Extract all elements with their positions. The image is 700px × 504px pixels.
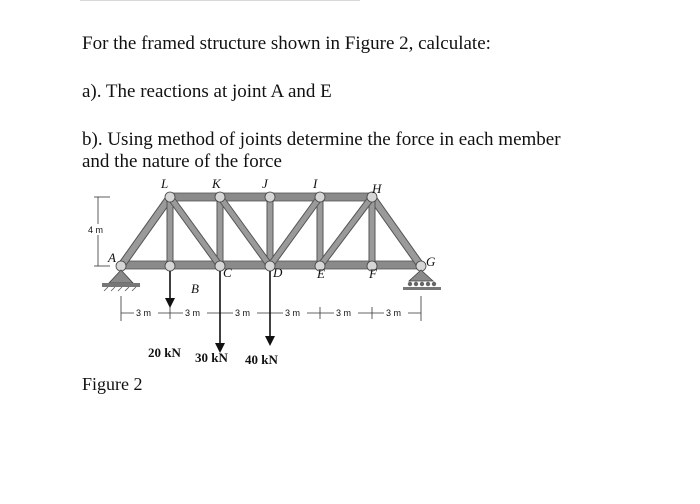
figure-caption: Figure 2 [82,374,143,394]
load-label-30kN: 30 kN [195,350,228,365]
joint-label-I: I [313,176,318,191]
load-arrow-40kN [265,271,275,346]
joint-label-B: B [191,281,199,296]
span-label: 3 m [235,308,251,318]
joint-label-A: A [108,250,116,265]
part-a-text: a). The reactions at joint A and E [82,81,332,102]
point-loads [148,271,278,367]
height-label: 4 m [88,225,104,235]
load-arrow-20kN [165,271,175,308]
load-label-20kN: 20 kN [148,345,181,360]
joint-label-E: E [317,266,325,281]
joint-label-F: F [369,266,377,281]
height-dimension [86,197,110,266]
joint-label-H: H [372,181,382,196]
joint-label-L: L [161,176,169,191]
span-label: 3 m [185,308,201,318]
joint-label-D: D [273,265,283,280]
span-label: 3 m [136,308,152,318]
span-label: 3 m [285,308,301,318]
load-label-40kN: 40 kN [245,352,278,367]
part-b-text: b). Using method of joints determine the force in each member [82,129,561,150]
load-arrow-30kN [215,271,225,353]
joint-label-G: G [426,254,436,269]
roller-support-G [403,270,441,290]
span-label: 3 m [336,308,352,318]
joint-label-K: K [212,176,221,191]
span-label: 3 m [386,308,402,318]
truss-members [120,193,422,269]
problem-intro: For the framed structure shown in Figure 2, calculate: [82,33,491,54]
joint-label-C: C [223,265,232,280]
pin-support-A [102,270,140,291]
part-b-text-continued: and the nature of the force [82,151,282,172]
joint-label-J: J [262,176,268,191]
